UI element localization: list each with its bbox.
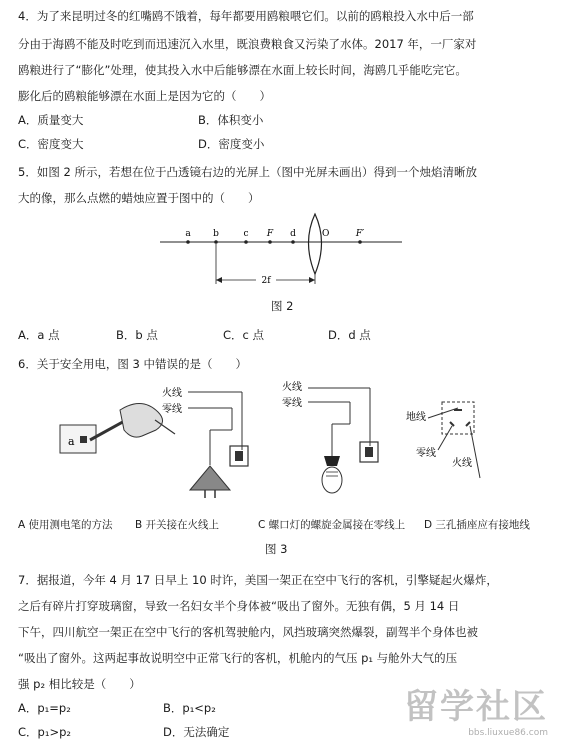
q5-option-a: A．a 点 bbox=[18, 328, 60, 342]
figure-3-panels bbox=[50, 380, 500, 498]
watermark bbox=[404, 679, 548, 738]
panel-b-switch bbox=[162, 386, 248, 498]
watermark-logo: 留学社区 bbox=[404, 687, 548, 727]
lens-diagram bbox=[150, 212, 410, 290]
panel-c-neutral-label: 零线 bbox=[282, 398, 302, 409]
point-f-left-dot bbox=[268, 240, 272, 244]
q5-option-d: D．d 点 bbox=[328, 328, 371, 342]
panel-c-screw-lamp bbox=[282, 380, 378, 493]
q7-option-b: B．p₁<p₂ bbox=[163, 701, 216, 715]
q7-options-row-2 bbox=[18, 724, 378, 740]
panel-d-three-hole-socket bbox=[406, 402, 480, 478]
figure-3-caption: 图 3 bbox=[265, 542, 288, 556]
q4-option-d: D．密度变小 bbox=[198, 137, 265, 151]
q6-line: 6．关于安全用电，图 3 中错误的是（ ） bbox=[18, 357, 247, 371]
point-a-label: a bbox=[185, 229, 191, 239]
point-o-label: O bbox=[322, 229, 330, 239]
q7-line-1: 7．据报道，今年 4 月 17 日早上 10 时许，美国一架正在空中飞行的客机，引擎疑起火爆炸， bbox=[18, 573, 498, 587]
panel-d-ground-label: 地线 bbox=[406, 412, 426, 423]
q4-options-row-1 bbox=[18, 112, 418, 128]
caption-a: A 使用测电笔的方法 bbox=[18, 519, 113, 531]
panel-b-fire-label: 火线 bbox=[162, 388, 182, 399]
dim-arrow-left bbox=[216, 277, 222, 283]
q5-option-b: B．b 点 bbox=[116, 328, 158, 342]
q4-options-row-2 bbox=[18, 136, 418, 152]
svg-text:a: a bbox=[68, 435, 75, 448]
lamp-shade-icon bbox=[190, 466, 230, 490]
panel-d-neutral-label: 零线 bbox=[416, 448, 436, 459]
q5-option-c: C．c 点 bbox=[223, 328, 265, 342]
point-b-label: b bbox=[213, 229, 219, 239]
lamp-socket-icon bbox=[324, 456, 340, 466]
q4-line-4: 膨化后的鸥粮能够漂在水面上是因为它的（ ） bbox=[18, 89, 271, 103]
q5-line-1: 5．如图 2 所示，若想在位于凸透镜右边的光屏上（图中光屏未画出）得到一个烛焰清晰放 bbox=[18, 165, 477, 179]
caption-b: B 开关接在火线上 bbox=[135, 519, 220, 531]
q7-line-5: 强 p₂ 相比较是（ ） bbox=[18, 677, 141, 691]
q7-line-2: 之后有碎片打穿玻璃窗，导致一名妇女半个身体被“吸出了窗外。无独有偶，5 月 14 日 bbox=[18, 599, 460, 613]
light-bulb-icon bbox=[322, 467, 342, 493]
panel-b-neutral-label: 零线 bbox=[162, 404, 182, 415]
point-d-dot bbox=[291, 240, 295, 244]
caption-d: D 三孔插座应有接地线 bbox=[424, 519, 530, 531]
convex-lens bbox=[309, 214, 322, 274]
watermark-url: bbs.liuxue86.com bbox=[468, 728, 548, 738]
point-c-dot bbox=[244, 240, 248, 244]
q7-line-4: “吸出了窗外。这两起事故说明空中正常飞行的客机，机舱内的气压 p₁ 与舱外大气的压 bbox=[18, 651, 458, 665]
point-f-right-dot bbox=[358, 240, 362, 244]
point-f-left-label: F bbox=[266, 229, 274, 239]
q4-option-a: A．质量变大 bbox=[18, 113, 84, 127]
q7-line-3: 下午，四川航空一架正在空中飞行的客机驾驶舱内，风挡玻璃突然爆裂，副驾半个身体也被 bbox=[18, 625, 478, 639]
point-d-label: d bbox=[290, 229, 296, 239]
q7-option-a: A．p₁=p₂ bbox=[18, 701, 71, 715]
point-f-right-label: F′ bbox=[355, 229, 365, 239]
caption-c: C 螺口灯的螺旋金属接在零线上 bbox=[258, 519, 406, 531]
q5-line-2: 大的像，那么点燃的蜡烛应置于图中的（ ） bbox=[18, 191, 260, 205]
q7-option-c: C．p₁>p₂ bbox=[18, 725, 71, 739]
point-b-dot bbox=[214, 240, 218, 244]
figure-2-caption: 图 2 bbox=[271, 299, 294, 313]
socket-icon bbox=[442, 402, 474, 434]
panel-c-fire-label: 火线 bbox=[282, 382, 302, 393]
q4-option-b: B．体积变小 bbox=[198, 113, 264, 127]
q5-options-row bbox=[18, 327, 548, 343]
point-a-dot bbox=[186, 240, 190, 244]
point-c-label: c bbox=[243, 229, 249, 239]
q4-option-c: C．密度变大 bbox=[18, 137, 84, 151]
q4-line-2: 分由于海鸥不能及时吃到而迅速沉入水里，既浪费粮食又污染了水体。2017 年，一厂家对 bbox=[18, 37, 477, 51]
dim-arrow-right bbox=[309, 277, 315, 283]
q7-options-row-1 bbox=[18, 700, 378, 716]
q4-line-1: 4．为了来昆明过冬的红嘴鸥不饿着，每年都要用鸥粮喂它们。以前的鸥粮投入水中后一部 bbox=[18, 9, 474, 23]
q4-line-3: 鸥粮进行了“膨化”处理，使其投入水中后能够漂在水面上较长时间，海鸥几乎能吃完它。 bbox=[18, 63, 467, 77]
q7-option-d: D．无法确定 bbox=[163, 725, 230, 739]
dim-label-2f: 2f bbox=[261, 276, 271, 286]
panel-a-test-pen bbox=[60, 403, 175, 453]
panel-d-fire-label: 火线 bbox=[452, 458, 472, 469]
